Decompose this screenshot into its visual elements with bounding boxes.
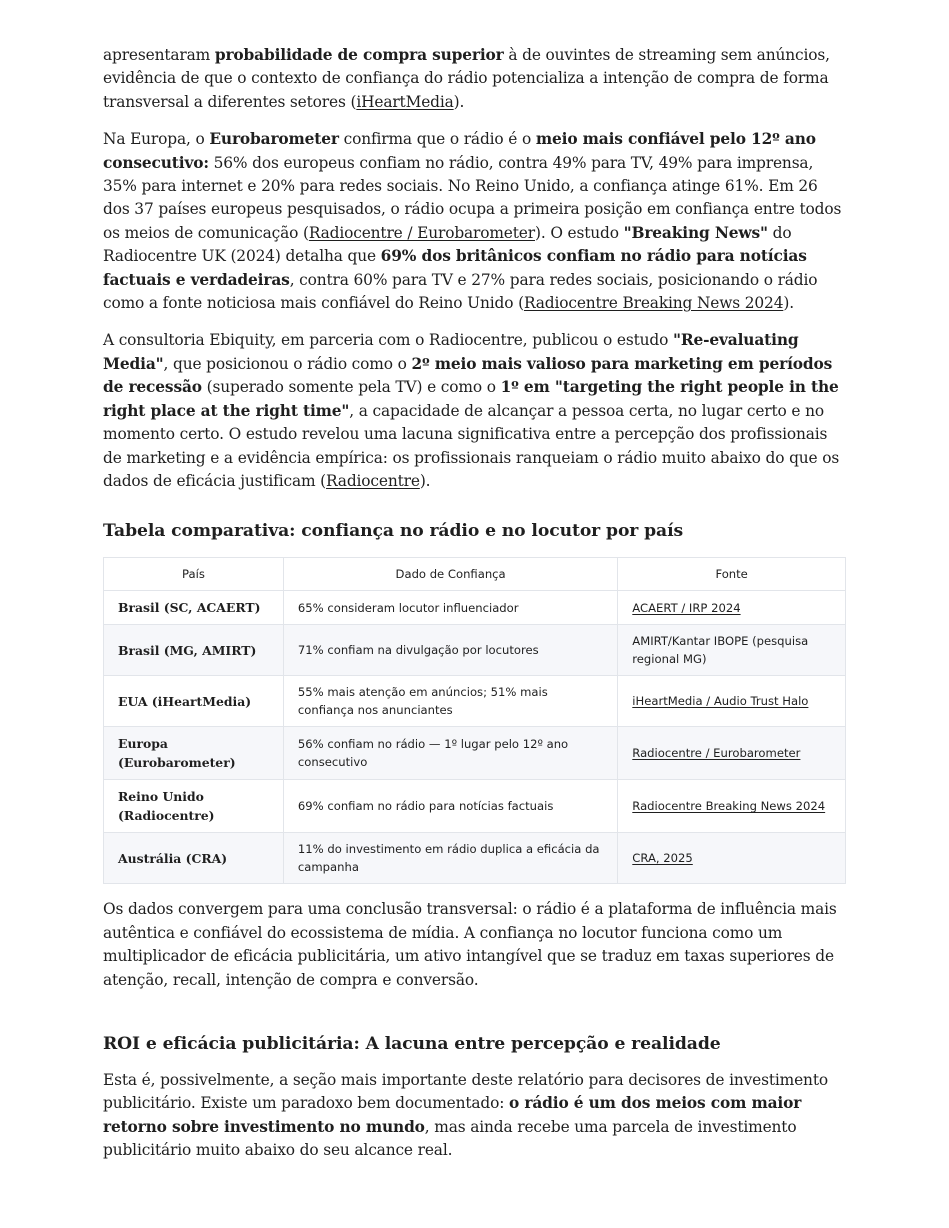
comparison-table — [103, 557, 846, 884]
country-cell: EUA (iHeartMedia) — [104, 676, 284, 727]
country-cell: Austrália (CRA) — [104, 833, 284, 884]
column-header-country: País — [104, 558, 284, 591]
paragraph-iheartmedia: apresentaram probabilidade de compra superior à de ouvintes de streaming sem anúncios, evidência de que o contexto de confiança do rádio potencializa a intenção de compra de forma transversal a diferentes setores (iHeartMedia). — [103, 46, 830, 111]
source-cell — [618, 727, 846, 780]
table-header-row — [104, 558, 846, 591]
table-row — [104, 676, 846, 727]
document-page — [103, 44, 846, 1177]
trust-data-cell: 56% confiam no rádio — 1º lugar pelo 12º ano consecutivo — [283, 727, 617, 780]
table-row — [104, 591, 846, 625]
bold-text: meio mais confiável pelo 12º ano consecutivo: — [103, 130, 816, 172]
source-cell — [618, 833, 846, 884]
source-link[interactable]: Radiocentre Breaking News 2024 — [632, 799, 826, 814]
source-link[interactable]: ACAERT / IRP 2024 — [632, 600, 741, 615]
bold-text: 1º em "targeting the right people in the right place at the right time" — [103, 378, 839, 420]
source-link[interactable]: CRA, 2025 — [632, 851, 693, 866]
paragraph-conclusion: Os dados convergem para uma conclusão transversal: o rádio é a plataforma de influência mais autêntica e confiável do ecossistema de mídia. A confiança no locutor funciona como um multiplicador de eficácia publicitária, um ativo intangível que se traduz em taxas superiores de atenção, recall, intenção de compra e conversão. — [103, 900, 837, 989]
trust-data-cell: 65% consideram locutor influenciador — [283, 591, 617, 625]
column-header-source: Fonte — [618, 558, 846, 591]
trust-data-cell: 69% confiam no rádio para notícias factuais — [283, 780, 617, 833]
table-row — [104, 625, 846, 676]
link-radiocentre-breaking-news[interactable]: Radiocentre Breaking News 2024 — [523, 294, 784, 313]
bold-text: 2º meio mais valioso para marketing em períodos de recessão — [103, 354, 833, 397]
column-header-trust-data: Dado de Confiança — [283, 558, 617, 591]
trust-data-cell: 55% mais atenção em anúncios; 51% mais confiança nos anunciantes — [283, 676, 617, 727]
trust-data-cell: 71% confiam na divulgação por locutores — [283, 625, 617, 676]
source-cell — [618, 591, 846, 625]
source-cell — [618, 780, 846, 833]
source-cell — [618, 676, 846, 727]
bold-text: "Breaking News" — [623, 223, 768, 242]
source-link[interactable]: Radiocentre / Eurobarometer — [632, 746, 801, 761]
trust-data-cell: 11% do investimento em rádio duplica a eficácia da campanha — [283, 833, 617, 884]
bold-text: Eurobarometer — [209, 130, 339, 149]
table-row — [104, 727, 846, 780]
table-row — [104, 833, 846, 884]
table-row — [104, 780, 846, 833]
source-link[interactable]: iHeartMedia / Audio Trust Halo — [632, 694, 809, 709]
link-radiocentre-eurobarometer[interactable]: Radiocentre / Eurobarometer — [308, 223, 535, 242]
paragraph-ebiquity: A consultoria Ebiquity, em parceria com o Radiocentre, publicou o estudo "Re-evaluating Media", que posicionou o rádio como o 2º meio mais valioso para marketing em períodos de recessão (superado somente pela TV) e como o 1º em "targeting the right people in the right place at the right time", a capacidade de alcançar a pessoa certa, no lugar certo e no momento certo. O estudo revelou uma lacuna significativa entre a percepção dos profissionais de marketing e a evidência empírica: os profissionais ranqueiam o rádio muito abaixo do que os dados de eficácia justificam (Radiocentre). — [103, 331, 840, 490]
section-heading-roi: ROI e eficácia publicitária: A lacuna entre percepção e realidade — [103, 1033, 721, 1054]
link-radiocentre[interactable]: Radiocentre — [326, 471, 420, 490]
source-cell: AMIRT/Kantar IBOPE (pesquisa regional MG) — [618, 625, 846, 676]
link-iheartmedia[interactable]: iHeartMedia — [356, 92, 454, 111]
bold-text: "Re-evaluating Media" — [103, 331, 799, 373]
table-heading: Tabela comparativa: confiança no rádio e no locutor por país — [103, 521, 684, 542]
country-cell: Brasil (SC, ACAERT) — [104, 591, 284, 625]
bold-text: o rádio é um dos meios com maior retorno sobre investimento no mundo — [103, 1094, 802, 1136]
country-cell: Brasil (MG, AMIRT) — [104, 625, 284, 676]
paragraph-eurobarometer: Na Europa, o Eurobarometer confirma que o rádio é o meio mais confiável pelo 12º ano consecutivo: 56% dos europeus confiam no rádio, contra 49% para TV, 49% para imprensa, 35% para internet e 20% para redes sociais. No Reino Unido, a confiança atinge 61%. Em 26 dos 37 países europeus pesquisados, o rádio ocupa a primeira posição em confiança entre todos os meios de comunicação (Radiocentre / Eurobarometer). O estudo "Breaking News" do Radiocentre UK (2024) detalha que 69% dos britânicos confiam no rádio para notícias factuais e verdadeiras, contra 60% para TV e 27% para redes sociais, posicionando o rádio como a fonte noticiosa mais confiável do Reino Unido (Radiocentre Breaking News 2024). — [103, 130, 842, 313]
paragraph-roi: Esta é, possivelmente, a seção mais importante deste relatório para decisores de investimento publicitário. Existe um paradoxo bem documentado: o rádio é um dos meios com maior retorno sobre investimento no mundo, mas ainda recebe uma parcela de investimento publicitário muito abaixo do seu alcance real. — [103, 1070, 828, 1160]
bold-text: 69% dos britânicos confiam no rádio para notícias factuais e verdadeiras — [103, 247, 807, 289]
bold-text: probabilidade de compra superior — [214, 46, 504, 64]
country-cell: Reino Unido (Radiocentre) — [104, 780, 284, 833]
country-cell: Europa (Eurobarometer) — [104, 727, 284, 780]
